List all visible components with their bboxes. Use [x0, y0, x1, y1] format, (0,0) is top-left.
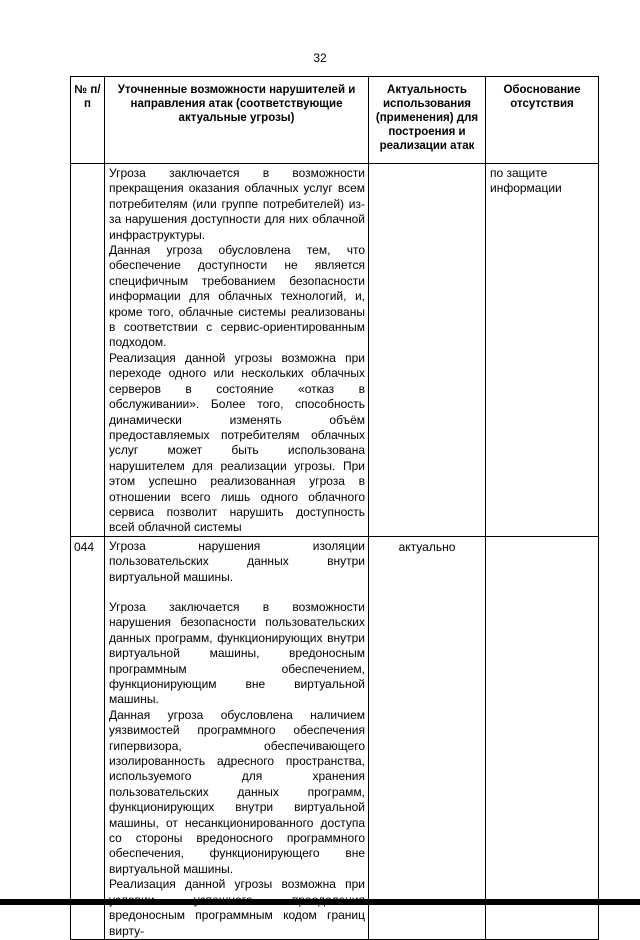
relevance-cell	[369, 164, 486, 537]
threats-table	[70, 76, 599, 940]
description-paragraph: Реализация данной угрозы возможна при вредоносным программным кодом границ вирту-	[109, 877, 365, 938]
justification-cell: по защите информации	[486, 164, 599, 537]
table-row	[71, 164, 599, 537]
description-paragraph: Угроза заключается в возможности прекращения оказания облачных услуг всем потребителям (или группе потребителей) из-за нарушения доступности для них облачной инфраструктуры.	[109, 166, 365, 242]
header-threats: Уточненные возможности нарушителей и направления атак (соответствующие актуальные угрозы)	[105, 77, 369, 164]
justification-cell	[486, 536, 599, 939]
table-header-row	[71, 77, 599, 164]
table-row	[71, 536, 599, 939]
threat-description	[105, 164, 369, 537]
header-justification: Обоснование отсутствия	[486, 77, 599, 164]
description-paragraph: Данная угроза обусловлена тем, что обеспечение доступности не является специфичным требованием безопасности информации для облачных технологий, и, кроме того, облачные системы реализованы в соответствии с сервис-ориентированным подходом.	[109, 243, 365, 350]
header-num: № п/п	[71, 77, 105, 164]
description-paragraph: Реализация данной угрозы возможна при переходе одного или нескольких облачных серверов в состояние «отказ в обслуживании». Более того, способность динамически изменять объём предоставляемых потребителям облачных услуг может быть использована нарушителем для реализации угрозы. При этом успешно реализованная угроза в отношении всего лишь одного облачного сервиса позволит нарушить доступность всей облачной системы	[109, 350, 365, 535]
page-number: 32	[313, 51, 327, 65]
scan-edge	[0, 899, 640, 905]
description-paragraph: Угроза заключается в возможности нарушения безопасности пользовательских данных программ, функционирующих внутри виртуальной машины, вредоносным программным обеспечением, функционирующим вне виртуальной машины.	[109, 599, 365, 707]
header-relevance: Актуальность использования (применения) для построения и реализации атак	[369, 77, 486, 164]
threat-title: Угроза нарушения изоляции пользовательских данных внутри виртуальной машины.	[109, 538, 365, 584]
row-number	[71, 164, 105, 537]
description-paragraph: Данная угроза обусловлена наличием уязвимостей программного обеспечения гипервизора, обеспечивающего изолированность адресного пространства, используемого для хранения пользовательских данных программ, функционирующих внутри виртуальной машины, от несанкционированного доступа со стороны вредоносного программного обеспечения, функционирующего вне виртуальной машины.	[109, 707, 365, 876]
row-number: 044	[71, 536, 105, 939]
threat-description	[105, 536, 369, 939]
relevance-cell: актуально	[369, 536, 486, 939]
